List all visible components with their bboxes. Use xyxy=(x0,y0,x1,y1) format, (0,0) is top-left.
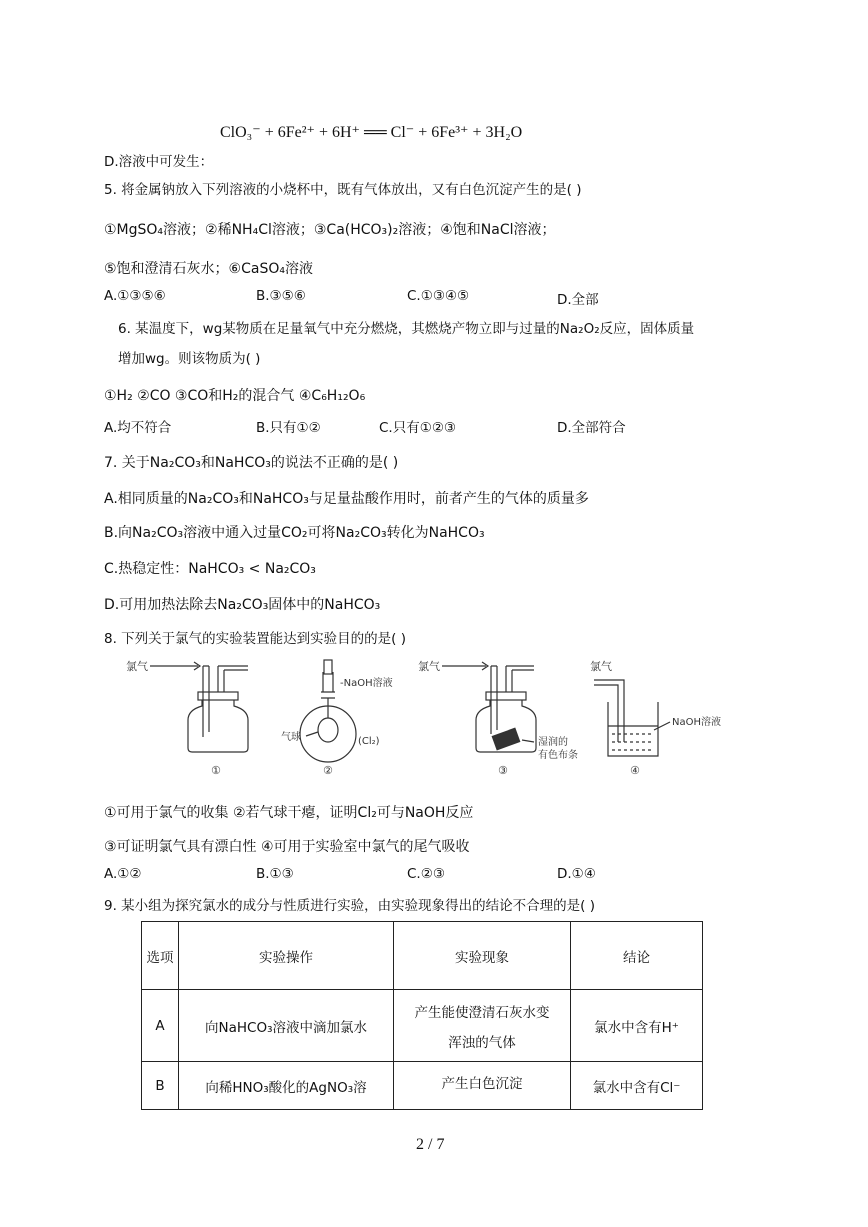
fig2-naoh-label: -NaOH溶液 xyxy=(340,678,393,689)
q8-option-b: B.①③ xyxy=(256,866,294,882)
q8-option-d: D.①④ xyxy=(557,866,596,882)
fig3-label-2: 有色布条 xyxy=(538,750,578,761)
fig2-dropper xyxy=(324,660,332,674)
q6-items: ①H₂ ②CO ③CO和H₂的混合气 ④C₆H₁₂O₆ xyxy=(104,388,366,404)
fig4-chlorine-label: 氯气 xyxy=(590,660,612,673)
table-row xyxy=(142,990,703,1062)
q8-items-line1: ①可用于氯气的收集 ②若气球干瘪，证明Cl₂可与NaOH反应 xyxy=(104,805,474,821)
q8-apparatus-figure xyxy=(118,652,738,782)
apparatus-4 xyxy=(590,659,721,777)
fig4-number: ④ xyxy=(630,764,640,777)
q9-stem: 9. 某小组为探究氯水的成分与性质进行实验，由实验现象得出的结论不合理的是( ) xyxy=(104,898,595,914)
fig4-beaker xyxy=(608,702,658,756)
q9-table xyxy=(141,921,703,1110)
q5-option-d: D.全部 xyxy=(557,292,599,308)
q4-option-d: D.溶液中可发生： xyxy=(104,154,214,170)
q6-option-c: C.只有①②③ xyxy=(379,420,457,436)
row-a-phenomenon xyxy=(394,990,571,1062)
apparatus-1 xyxy=(126,659,248,777)
apparatus-3 xyxy=(418,659,578,777)
fig4-tube xyxy=(594,680,624,742)
q8-stem: 8. 下列关于氯气的实验装置能达到实验目的的是( ) xyxy=(104,631,406,647)
q5-option-b: B.③⑤⑥ xyxy=(256,288,306,304)
q5-option-c: C.①③④⑤ xyxy=(407,288,470,304)
fig1-bottle xyxy=(188,700,248,752)
page-number: 2 / 7 xyxy=(416,1136,445,1153)
fig3-number: ③ xyxy=(498,764,508,777)
header-phenomenon: 实验现象 xyxy=(394,922,571,990)
q6-option-d: D.全部符合 xyxy=(557,420,626,436)
fig1-number: ① xyxy=(211,764,221,777)
q6-stem-line1: 6. 某温度下，wg某物质在足量氧气中充分燃烧，其燃烧产物立即与过量的Na₂O₂反应，固体质量 xyxy=(118,321,695,337)
row-a-option: A xyxy=(142,990,179,1062)
q5-items-line2: ⑤饱和澄清石灰水；⑥CaSO₄溶液 xyxy=(104,261,313,277)
q8-option-c: C.②③ xyxy=(407,866,445,882)
q5-items-line1: ①MgSO₄溶液；②稀NH₄Cl溶液；③Ca(HCO₃)₂溶液；④饱和NaCl溶液； xyxy=(104,222,556,238)
fig3-stopper xyxy=(486,692,526,700)
row-a-operation: 向NaHCO₃溶液中滴加氯水 xyxy=(179,990,394,1062)
header-conclusion: 结论 xyxy=(571,922,703,990)
equation-top: ClO₃⁻ + 6Fe²⁺ + 6H⁺ ══ Cl⁻ + 6Fe³⁺ + 3H₂O xyxy=(220,124,523,141)
fig2-balloon-label: 气球 xyxy=(281,732,301,743)
q7-stem: 7. 关于Na₂CO₃和NaHCO₃的说法不正确的是( ) xyxy=(104,455,399,471)
apparatus-2 xyxy=(281,660,393,777)
fig3-pointer xyxy=(522,740,534,742)
fig2-balloon-pointer xyxy=(306,732,318,736)
row-a-phenomenon-line2: 浑浊的气体 xyxy=(448,1034,516,1051)
fig1-stopper xyxy=(198,692,238,700)
q5-option-a: A.①③⑤⑥ xyxy=(104,288,166,304)
fig4-naoh-label: NaOH溶液 xyxy=(672,717,721,728)
q8-option-a: A.①② xyxy=(104,866,142,882)
fig3-short-tube xyxy=(506,666,534,692)
header-operation: 实验操作 xyxy=(179,922,394,990)
fig1-chlorine-label: 氯气 xyxy=(126,660,148,673)
fig3-chlorine-label: 氯气 xyxy=(418,660,440,673)
fig2-cl2-label: (Cl₂) xyxy=(358,736,380,747)
table-row xyxy=(142,1062,703,1110)
fig3-label-1: 湿润的 xyxy=(538,737,568,748)
row-b-conclusion: 氯水中含有Cl⁻ xyxy=(571,1062,703,1110)
row-a-phenomenon-line1: 产生能使澄清石灰水变 xyxy=(414,1004,550,1021)
q6-option-b: B.只有①② xyxy=(256,420,321,436)
fig1-short-tube xyxy=(218,666,248,692)
q5-stem: 5. 将金属钠放入下列溶液的小烧杯中，既有气体放出，又有白色沉淀产生的是( ) xyxy=(104,182,582,198)
q8-items-line2: ③可证明氯气具有漂白性 ④可用于实验室中氯气的尾气吸收 xyxy=(104,839,470,855)
table-header-row xyxy=(142,922,703,990)
fig2-neck xyxy=(321,672,335,698)
q6-stem-line2: 增加wg。则该物质为( ) xyxy=(118,351,261,367)
row-b-phenomenon: 产生白色沉淀 xyxy=(394,1062,571,1110)
fig1-long-tube xyxy=(203,666,209,737)
fig2-number: ② xyxy=(323,764,333,777)
fig3-wet-cloth xyxy=(492,728,519,749)
header-option: 选项 xyxy=(142,922,179,990)
fig2-balloon xyxy=(318,718,338,742)
q7-option-d: D.可用加热法除去Na₂CO₃固体中的NaHCO₃ xyxy=(104,597,381,613)
q7-option-c: C.热稳定性：NaHCO₃ < Na₂CO₃ xyxy=(104,561,316,577)
q7-option-b: B.向Na₂CO₃溶液中通入过量CO₂可将Na₂CO₃转化为NaHCO₃ xyxy=(104,525,485,541)
q7-option-a: A.相同质量的Na₂CO₃和NaHCO₃与足量盐酸作用时，前者产生的气体的质量多 xyxy=(104,491,589,507)
q6-option-a: A.均不符合 xyxy=(104,420,172,436)
row-b-operation: 向稀HNO₃酸化的AgNO₃溶 xyxy=(179,1062,394,1110)
row-a-conclusion: 氯水中含有H⁺ xyxy=(571,990,703,1062)
row-b-option: B xyxy=(142,1062,179,1110)
